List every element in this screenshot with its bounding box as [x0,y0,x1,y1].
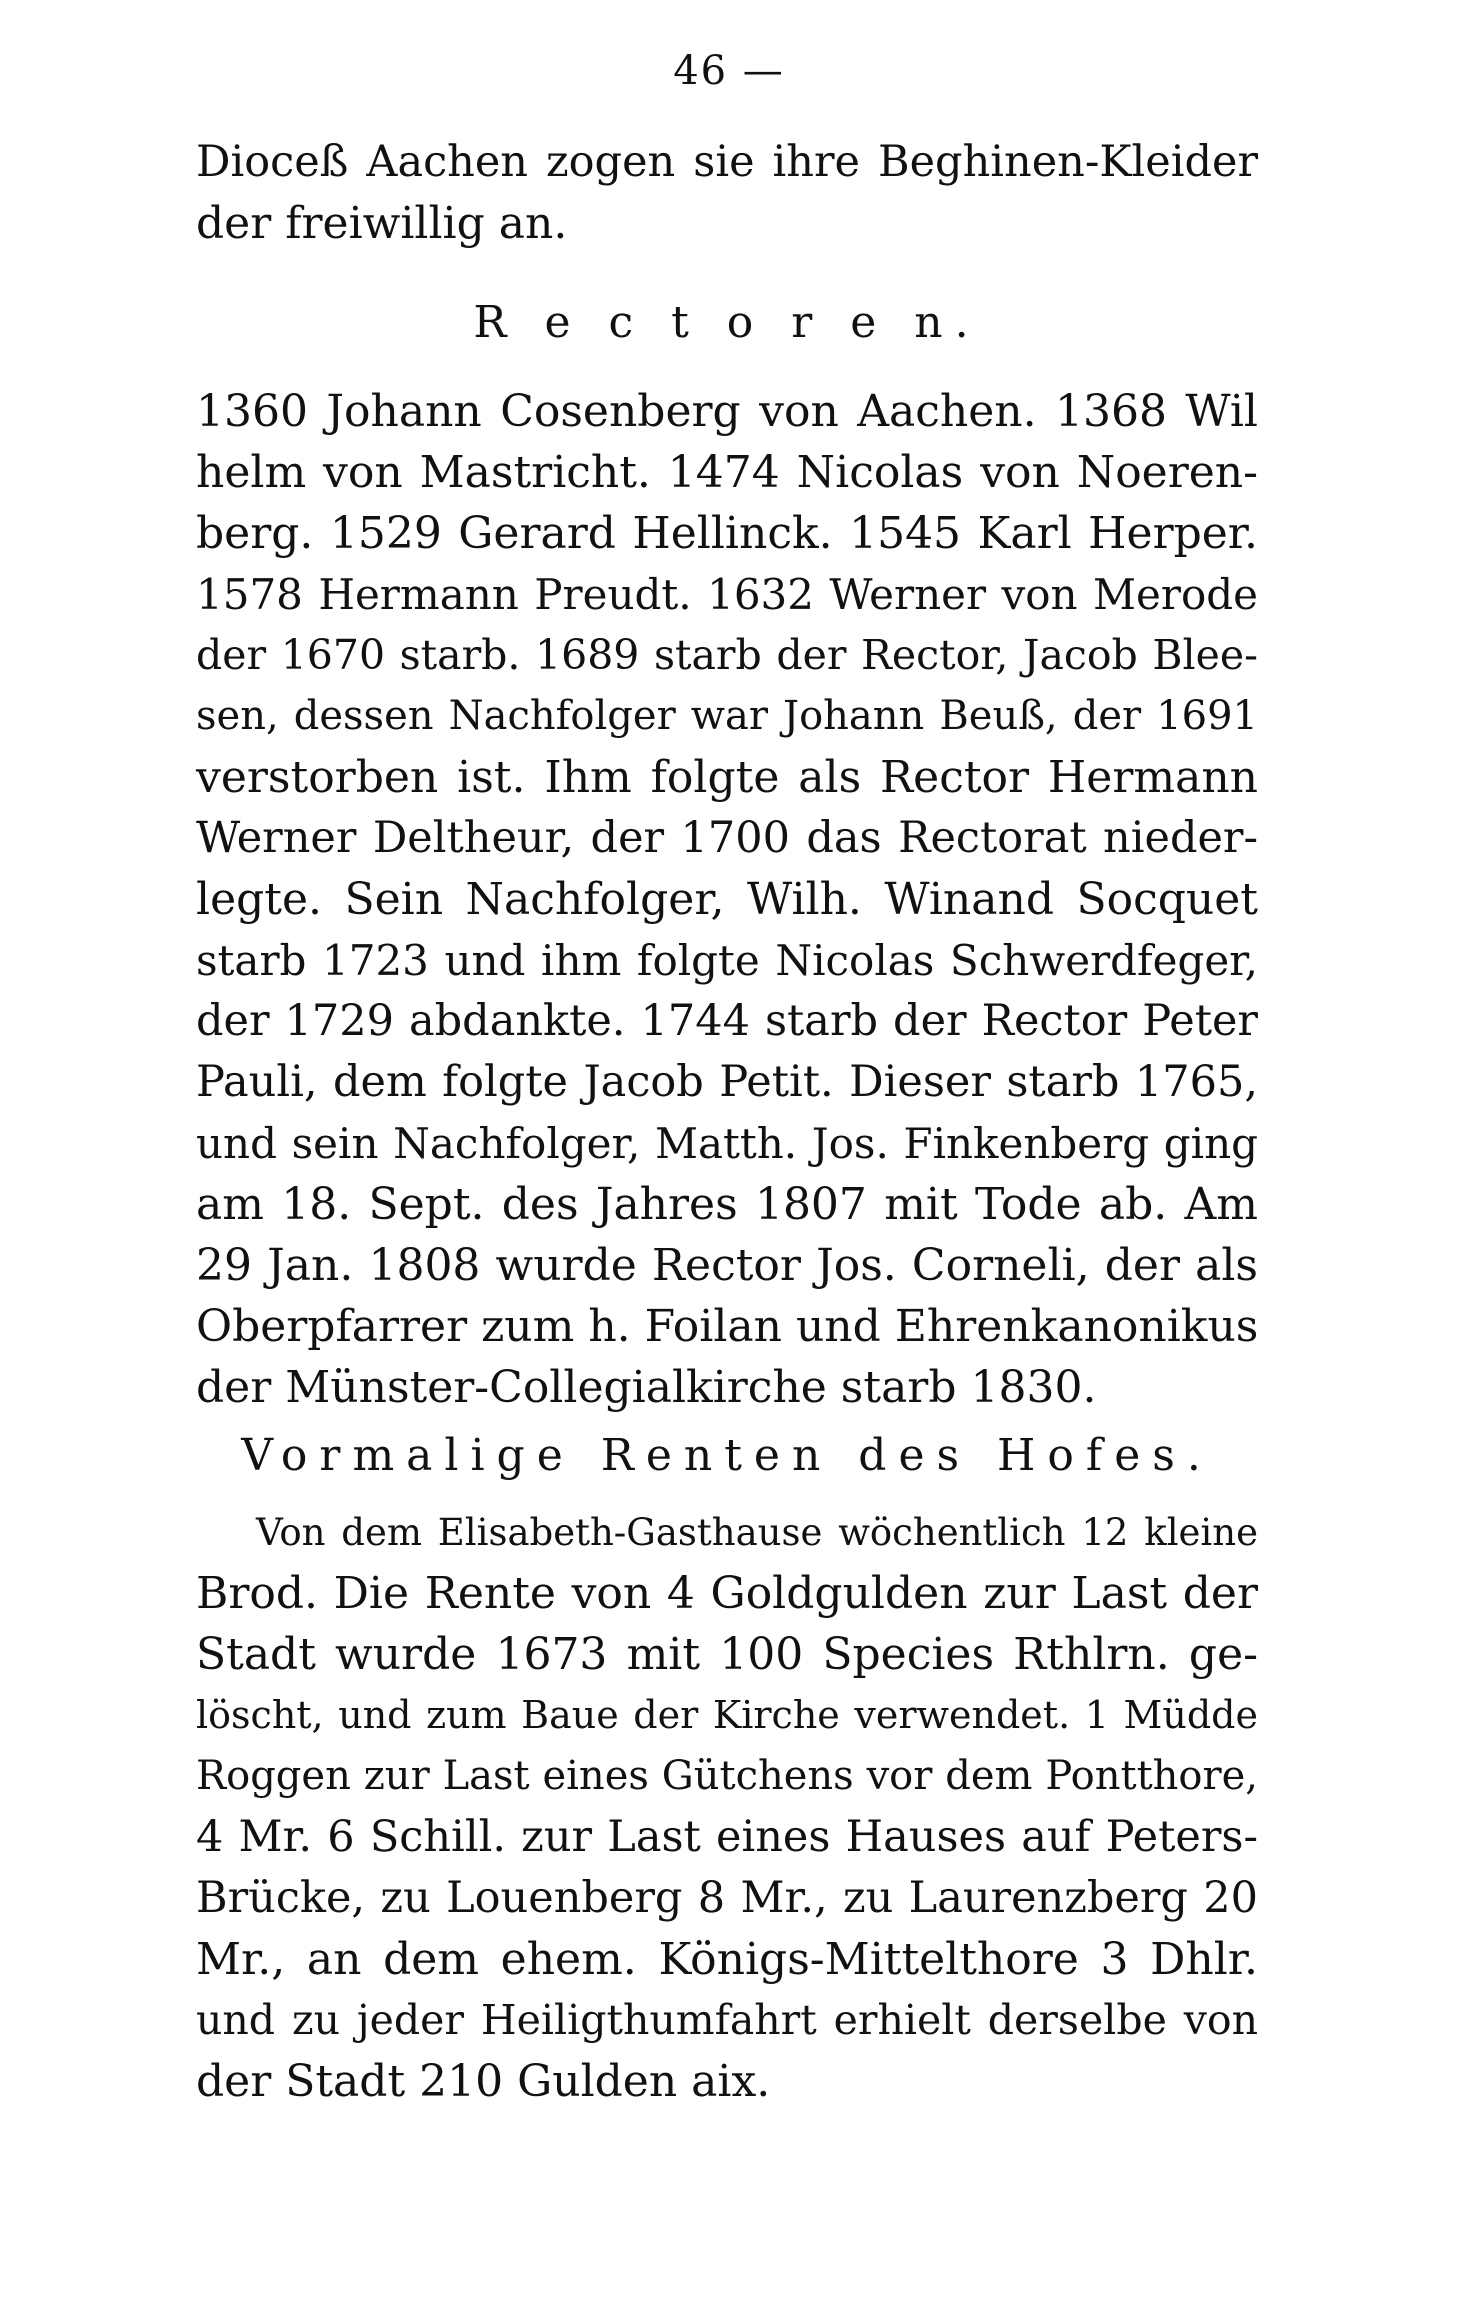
text-line: und sein Nachfolger, Matth. Jos. Finkenberg ging [196,1119,1258,1168]
text-line: verstorben ist. Ihm folgte als Rector Hermann [196,752,1258,803]
text-line: der freiwillig an. [196,198,568,249]
text-line: berg. 1529 Gerard Hellinck. 1545 Karl Herper. [196,508,1258,559]
text-line: der Stadt 210 Gulden aix. [196,2056,771,2107]
text-line: und zu jeder Heiligthumfahrt erhielt derselbe von [196,1996,1258,2044]
page-number: 46 — [673,48,785,94]
section-rectors [196,292,1258,1418]
section-heading-rents: Vormalige Renten des Hofes. [241,1430,1213,1481]
section-heading-rectors: R e c t o r e n. [473,297,981,348]
text-line: sen, dessen Nachfolger war Johann Beuß, der 1691 [196,693,1258,739]
text-line: Oberpfarrer zum h. Foilan und Ehrenkanonikus [196,1301,1259,1352]
text-line: 1578 Hermann Preudt. 1632 Werner von Merode [196,570,1258,619]
text-line: Werner Deltheur, der 1700 das Rectorat nieder- [196,813,1258,863]
text-line: legte. Sein Nachfolger, Wilh. Winand Socquet [196,874,1258,925]
text-line: Von dem Elisabeth-Gasthause wöchentlich 12 kleine [256,1511,1258,1554]
text-line: 4 Mr. 6 Schill. zur Last eines Hauses auf Peters- [196,1812,1258,1862]
text-line: Pauli, dem folgte Jacob Petit. Dieser starb 1765, [196,1057,1258,1107]
text-line: starb 1723 und ihm folgte Nicolas Schwerdfeger, [196,936,1258,985]
text-line: 29 Jan. 1808 wurde Rector Jos. Corneli, der als [196,1240,1258,1291]
text-line: löscht, und zum Baue der Kirche verwendet. 1 Müdde [196,1693,1258,1737]
text-line: helm von Mastricht. 1474 Nicolas von Noeren- [196,447,1258,498]
text-line: Brücke, zu Louenberg 8 Mr., zu Laurenzberg 20 [196,1873,1258,1923]
text-line: der Münster-Collegialkirche starb 1830. [196,1362,1097,1413]
text-line: Dioceß Aachen zogen sie ihre Beghinen-Kleider [196,137,1258,187]
text-line: Roggen zur Last eines Gütchens vor dem Pontthore, [196,1753,1258,1799]
text-line: der 1729 abdankte. 1744 starb der Rector Peter [196,996,1258,1046]
text-line: Stadt wurde 1673 mit 100 Species Rthlrn. ge- [196,1629,1258,1680]
text-line: Mr., an dem ehem. Königs-Mittelthore 3 Dhlr. [196,1934,1258,1985]
section-rents [196,1425,1258,2112]
text-line: Brod. Die Rente von 4 Goldgulden zur Last der [196,1568,1258,1619]
text-line: der 1670 starb. 1689 starb der Rector, Jacob Blee- [196,631,1258,679]
text-line: am 18. Sept. des Jahres 1807 mit Tode ab. Am [196,1179,1258,1230]
intro-paragraph [196,132,1258,254]
text-line: 1360 Johann Cosenberg von Aachen. 1368 Wil [196,386,1258,437]
